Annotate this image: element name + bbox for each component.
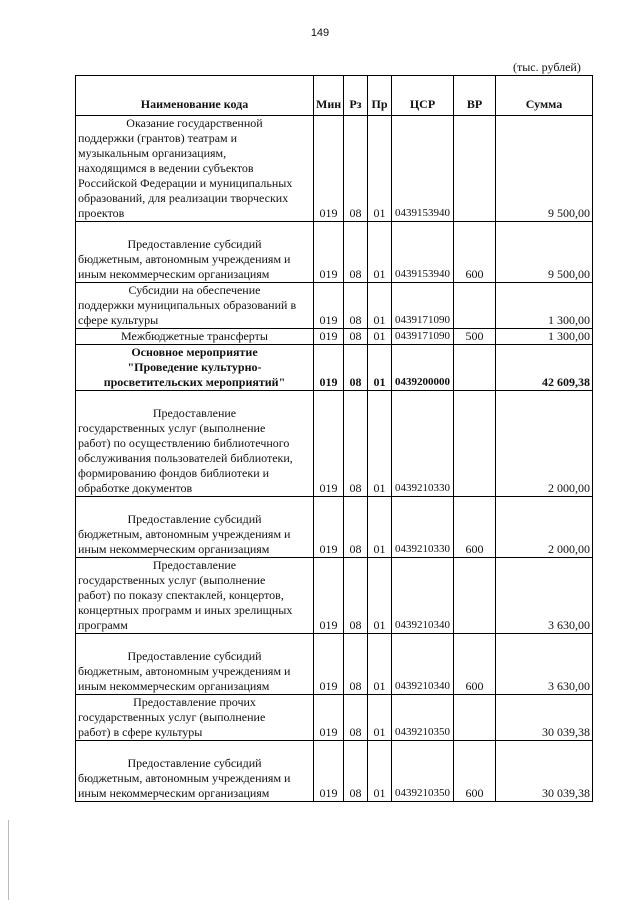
- table-row: [76, 558, 593, 634]
- row-name-line: Предоставление субсидий: [127, 756, 262, 770]
- cell-sum: 2 000,00: [496, 497, 593, 558]
- cell-rz: 08: [344, 391, 368, 497]
- row-name-line: формированию фондов библиотеки и: [78, 466, 270, 480]
- row-name-line: [78, 497, 311, 512]
- scan-margin-line: [8, 820, 9, 900]
- table-row: [76, 116, 593, 222]
- row-name-line: "Проведение культурно-: [127, 360, 262, 374]
- header-pr: Пр: [368, 76, 392, 116]
- cell-vr: 600: [454, 222, 496, 283]
- cell-rz: 08: [344, 329, 368, 345]
- cell-sum: 1 300,00: [496, 329, 593, 345]
- row-name-line: проектов: [78, 206, 125, 220]
- row-name-cell: [76, 558, 314, 634]
- row-name-line: Субсидии на обеспечение: [128, 283, 261, 297]
- cell-pr: 01: [368, 558, 392, 634]
- cell-rz: 08: [344, 695, 368, 741]
- cell-sum: 2 000,00: [496, 391, 593, 497]
- cell-min: 019: [314, 116, 344, 222]
- row-name-line: Межбюджетные трансферты: [121, 329, 268, 343]
- cell-vr: 600: [454, 741, 496, 802]
- row-name-line: программ: [78, 618, 128, 632]
- cell-csr: 0439210350: [392, 695, 454, 741]
- row-name-cell: [76, 741, 314, 802]
- cell-vr: [454, 345, 496, 391]
- cell-vr: 600: [454, 497, 496, 558]
- row-name-line: обработке документов: [78, 481, 193, 495]
- row-name-line: музыкальным организациям,: [78, 146, 227, 160]
- cell-vr: [454, 116, 496, 222]
- row-name-line: государственных услуг (выполнение: [78, 421, 266, 435]
- cell-sum: 3 630,00: [496, 634, 593, 695]
- cell-min: 019: [314, 634, 344, 695]
- cell-pr: 01: [368, 222, 392, 283]
- row-name-line: бюджетным, автономным учреждениям и: [78, 664, 291, 678]
- header-csr: ЦСР: [392, 76, 454, 116]
- row-name-line: просветительских мероприятий": [103, 375, 286, 389]
- table-row: [76, 391, 593, 497]
- cell-csr: 0439210330: [392, 391, 454, 497]
- row-name-cell: [76, 283, 314, 329]
- row-name-line: Предоставление: [152, 558, 237, 572]
- cell-pr: 01: [368, 634, 392, 695]
- row-name-line: бюджетным, автономным учреждениям и: [78, 527, 291, 541]
- cell-min: 019: [314, 558, 344, 634]
- row-name-line: бюджетным, автономным учреждениям и: [78, 771, 291, 785]
- row-name-line: Российской Федерации и муниципальных: [78, 176, 293, 190]
- row-name-line: работ) по показу спектаклей, концертов,: [78, 588, 284, 602]
- header-sum: Сумма: [496, 76, 593, 116]
- row-name-line: [78, 741, 311, 756]
- row-name-line: поддержки (грантов) театрам и: [78, 131, 238, 145]
- row-name-line: Предоставление: [152, 406, 237, 420]
- header-rz: Рз: [344, 76, 368, 116]
- cell-sum: 30 039,38: [496, 741, 593, 802]
- cell-csr: 0439210350: [392, 741, 454, 802]
- cell-rz: 08: [344, 116, 368, 222]
- cell-min: 019: [314, 391, 344, 497]
- cell-vr: 600: [454, 634, 496, 695]
- table-row: [76, 329, 593, 345]
- cell-vr: 500: [454, 329, 496, 345]
- row-name-line: концертных программ и иных зрелищных: [78, 603, 293, 617]
- table-row: [76, 345, 593, 391]
- cell-rz: 08: [344, 741, 368, 802]
- page-number: 149: [310, 27, 330, 39]
- cell-rz: 08: [344, 345, 368, 391]
- cell-min: 019: [314, 497, 344, 558]
- cell-pr: 01: [368, 695, 392, 741]
- table-row: [76, 634, 593, 695]
- cell-pr: 01: [368, 116, 392, 222]
- table-row: [76, 741, 593, 802]
- cell-vr: [454, 391, 496, 497]
- cell-min: 019: [314, 222, 344, 283]
- cell-rz: 08: [344, 497, 368, 558]
- units-label: (тыс. рублей): [513, 60, 581, 74]
- row-name-cell: [76, 345, 314, 391]
- cell-min: 019: [314, 329, 344, 345]
- row-name-line: государственных услуг (выполнение: [78, 573, 266, 587]
- row-name-cell: [76, 497, 314, 558]
- row-name-cell: [76, 116, 314, 222]
- cell-csr: 0439171090: [392, 283, 454, 329]
- cell-min: 019: [314, 741, 344, 802]
- row-name-line: работ) по осуществлению библиотечного: [78, 436, 290, 450]
- row-name-line: образований, для реализации творческих: [78, 191, 289, 205]
- table-header-row: [76, 76, 593, 116]
- row-name-line: иным некоммерческим организациям: [78, 786, 270, 800]
- cell-rz: 08: [344, 222, 368, 283]
- table-row: [76, 283, 593, 329]
- row-name-line: Оказание государственной: [126, 116, 263, 130]
- row-name-line: иным некоммерческим организациям: [78, 679, 270, 693]
- cell-min: 019: [314, 283, 344, 329]
- row-name-line: иным некоммерческим организациям: [78, 267, 270, 281]
- cell-pr: 01: [368, 283, 392, 329]
- cell-vr: [454, 283, 496, 329]
- row-name-line: находящимся в ведении субъектов: [78, 161, 254, 175]
- cell-csr: 0439153940: [392, 116, 454, 222]
- cell-csr: 0439210340: [392, 558, 454, 634]
- row-name-line: Предоставление субсидий: [127, 649, 262, 663]
- cell-csr: 0439210330: [392, 497, 454, 558]
- cell-sum: 1 300,00: [496, 283, 593, 329]
- cell-csr: 0439153940: [392, 222, 454, 283]
- cell-rz: 08: [344, 634, 368, 695]
- row-name-line: иным некоммерческим организациям: [78, 542, 270, 556]
- header-name: Наименование кода: [76, 76, 314, 116]
- cell-csr: 0439210340: [392, 634, 454, 695]
- cell-pr: 01: [368, 329, 392, 345]
- row-name-cell: [76, 695, 314, 741]
- row-name-line: государственных услуг (выполнение: [78, 710, 266, 724]
- budget-table: [75, 75, 593, 802]
- row-name-line: Предоставление субсидий: [127, 237, 262, 251]
- cell-pr: 01: [368, 391, 392, 497]
- row-name-line: Основное мероприятие: [131, 345, 258, 359]
- row-name-cell: [76, 222, 314, 283]
- cell-sum: 30 039,38: [496, 695, 593, 741]
- cell-rz: 08: [344, 558, 368, 634]
- row-name-line: работ) в сфере культуры: [78, 725, 203, 739]
- cell-csr: 0439200000: [392, 345, 454, 391]
- cell-vr: [454, 558, 496, 634]
- row-name-line: бюджетным, автономным учреждениям и: [78, 252, 291, 266]
- header-vr: ВР: [454, 76, 496, 116]
- table-row: [76, 695, 593, 741]
- row-name-line: Предоставление прочих: [133, 695, 256, 709]
- row-name-line: сфере культуры: [78, 313, 159, 327]
- row-name-line: поддержки муниципальных образований в: [78, 298, 297, 312]
- row-name-cell: [76, 634, 314, 695]
- row-name-line: обслуживания пользователей библиотеки,: [78, 451, 293, 465]
- row-name-line: [78, 391, 311, 406]
- cell-rz: 08: [344, 283, 368, 329]
- cell-sum: 9 500,00: [496, 222, 593, 283]
- row-name-line: Предоставление субсидий: [127, 512, 262, 526]
- table-row: [76, 497, 593, 558]
- row-name-cell: [76, 391, 314, 497]
- cell-sum: 42 609,38: [496, 345, 593, 391]
- cell-pr: 01: [368, 345, 392, 391]
- cell-csr: 0439171090: [392, 329, 454, 345]
- row-name-line: [78, 222, 311, 237]
- cell-min: 019: [314, 345, 344, 391]
- cell-min: 019: [314, 695, 344, 741]
- header-min: Мин: [314, 76, 344, 116]
- cell-vr: [454, 695, 496, 741]
- cell-pr: 01: [368, 497, 392, 558]
- table-row: [76, 222, 593, 283]
- row-name-line: [78, 634, 311, 649]
- cell-sum: 9 500,00: [496, 116, 593, 222]
- cell-pr: 01: [368, 741, 392, 802]
- table-body: [76, 116, 593, 802]
- row-name-cell: [76, 329, 314, 345]
- cell-sum: 3 630,00: [496, 558, 593, 634]
